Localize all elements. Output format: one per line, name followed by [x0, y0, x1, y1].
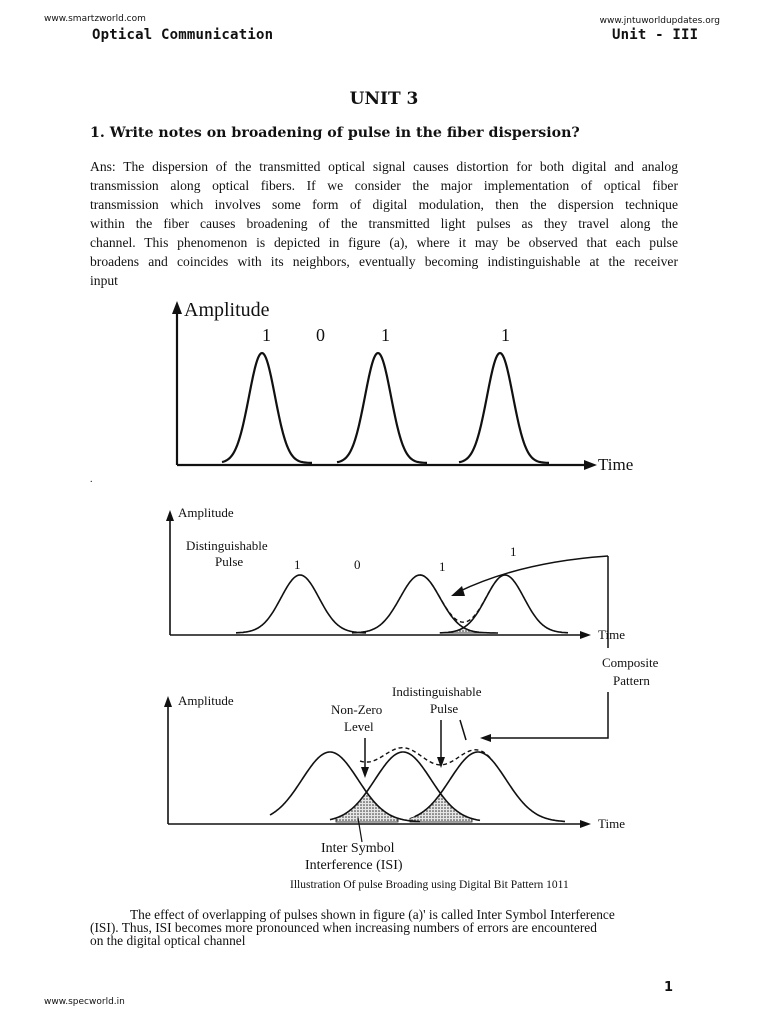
panel-2-y-arrow-icon: [166, 510, 174, 521]
answer-line: transmission which involves some form of digital modulation, then the dispersion technique: [90, 197, 678, 212]
panel-1-bit-label: 0: [316, 325, 325, 345]
answer-line: transmission along optical fibers. If we consider the major implementation of optical fiber: [90, 178, 678, 193]
panel-3-isi: [164, 684, 625, 873]
panel-2-x-label: Time: [598, 627, 625, 642]
answer-line: input: [90, 273, 118, 288]
indist-arrow-head-icon: [437, 757, 445, 768]
answer-line: within the fiber causes broadening of the transmitted light pulses as they travel along the: [90, 216, 678, 231]
panel-2-bit-label: 1: [439, 559, 446, 574]
indistinguishable-pulse-label: Pulse: [430, 701, 459, 716]
closing-paragraph: [90, 908, 678, 947]
answer-line: channel. This phenomenon is depicted in figure (a), where it may be observed that each pulse: [90, 235, 678, 250]
footer-site[interactable]: www.specworld.in: [44, 997, 125, 1007]
isi-label: Interference (ISI): [305, 858, 403, 873]
figure-caption: Illustration Of pulse Broading using Digital Bit Pattern 1011: [290, 879, 569, 891]
panel-3-pulse: [270, 752, 420, 822]
composite-label: Pattern: [613, 673, 650, 688]
composite-arrow-head-icon: [451, 586, 465, 596]
panel-2-bit-label: 1: [294, 557, 301, 572]
course-title: Optical Communication: [92, 27, 274, 43]
question-heading: 1. Write notes on broadening of pulse in the fiber dispersion?: [90, 125, 580, 141]
closing-line: The effect of overlapping of pulses shown in figure (a)' is called Inter Symbol Interference: [130, 907, 615, 922]
composite-label: Composite: [602, 655, 659, 670]
panel-3-y-label: Amplitude: [178, 693, 234, 708]
header-site-right[interactable]: www.jntuworldupdates.org: [599, 16, 720, 26]
header-site-left[interactable]: www.smartzworld.com: [44, 14, 146, 24]
panel-1-bit-label: 1: [381, 325, 390, 345]
panel-3-composite-curve: [360, 748, 490, 765]
panel-3-y-arrow-icon: [164, 696, 172, 707]
panel-3-isi-region: [410, 794, 472, 822]
panel-2-bit-label: 1: [510, 544, 517, 559]
composite-connector-head-icon: [480, 734, 491, 742]
panel-2-x-arrow-icon: [580, 631, 591, 639]
panel-1-pulse: [222, 353, 312, 463]
panel-1-x-arrow-icon: [584, 460, 597, 470]
panel-1-bit-label: 1: [262, 325, 271, 345]
non-zero-level-label: Non-Zero: [331, 702, 383, 717]
panel-2-broadened-pulses: [166, 505, 659, 688]
panel-3-x-arrow-icon: [580, 820, 591, 828]
panel-1-y-label: Amplitude: [184, 299, 270, 321]
panel-1-y-arrow-icon: [172, 301, 182, 314]
panel-2-bit-label: 0: [354, 557, 361, 572]
panel-2-y-label: Amplitude: [178, 505, 234, 520]
panel-2-pulse: [236, 575, 366, 633]
non-zero-arrow-head-icon: [361, 767, 369, 778]
indistinguishable-pulse-label: Indistinguishable: [392, 684, 482, 699]
panel-3-x-label: Time: [598, 816, 625, 831]
panel-1-ideal-pulses: [172, 299, 633, 474]
closing-line: on the digital optical channel: [90, 933, 246, 948]
unit-label: Unit - III: [612, 27, 699, 43]
answer-line: broadens and coincides with its neighbors, eventually becoming indistinguishable at the receiver: [90, 254, 678, 269]
page-number: 1: [664, 980, 674, 995]
panel-2-composite-curve: [420, 575, 505, 622]
composite-connector: [489, 692, 608, 738]
panel-1-pulse: [337, 353, 427, 463]
panel-3-isi-region: [336, 793, 398, 822]
answer-line: Ans: The dispersion of the transmitted optical signal causes distortion for both digital and analog: [90, 159, 678, 174]
unit-heading: UNIT 3: [349, 89, 419, 109]
stray-mark: .: [90, 474, 93, 485]
distinguishable-label: Distinguishable: [186, 538, 268, 553]
panel-1-pulse: [459, 353, 549, 463]
panel-1-x-label: Time: [598, 455, 634, 474]
isi-label: Inter Symbol: [321, 841, 395, 856]
closing-line: (ISI). Thus, ISI becomes more pronounced when increasing numbers of errors are encountered: [90, 920, 597, 935]
non-zero-level-label: Level: [344, 719, 374, 734]
indist-arrow-line-b: [460, 720, 466, 740]
distinguishable-label: Pulse: [215, 554, 244, 569]
panel-1-bit-label: 1: [501, 325, 510, 345]
